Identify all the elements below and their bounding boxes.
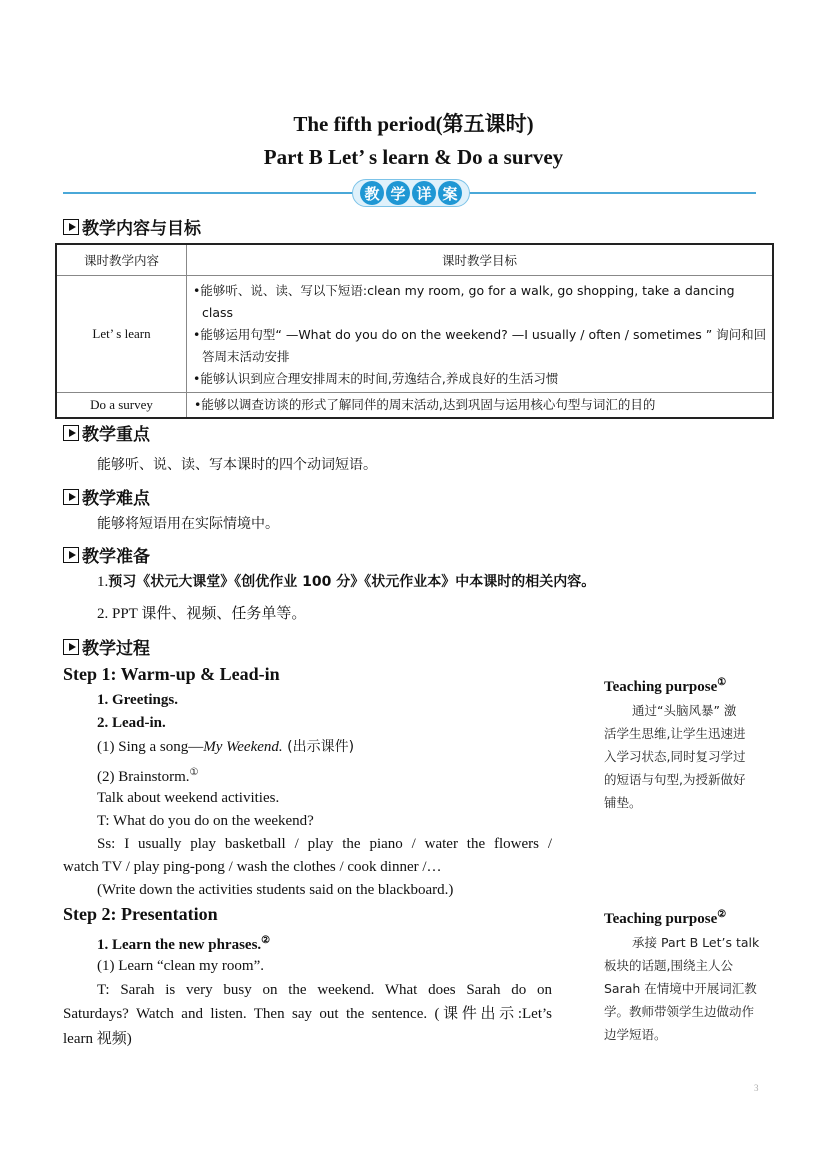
- banner-char: 详: [412, 181, 436, 205]
- goals-table: [55, 243, 774, 419]
- table-row: [56, 393, 773, 419]
- play-triangle-icon: [63, 639, 79, 655]
- preparation-item-2: 2. PPT 课件、视频、任务单等。: [97, 606, 307, 622]
- table-row: [56, 276, 773, 393]
- table-cell-goals: [187, 393, 774, 419]
- section-heading-preparation: [63, 542, 150, 567]
- students-answer-text: Ss: I usually play basketball / play the piano / water the flowers /: [97, 836, 552, 852]
- footnote-mark: ①: [717, 677, 727, 688]
- goal-line: 答周末活动安排: [202, 349, 290, 364]
- banner-char: 学: [386, 181, 410, 205]
- step-1-greetings: 1. Greetings.: [97, 692, 178, 708]
- step-1-brainstorm: [97, 763, 198, 787]
- purpose-line: 边学短语。: [604, 1027, 667, 1042]
- section-heading-content-goals: [63, 214, 201, 239]
- section-heading-text: 教学难点: [82, 489, 150, 509]
- goal-line: class: [202, 305, 234, 320]
- step-1-sing: [97, 737, 354, 757]
- table-cell-goals: [187, 276, 774, 393]
- goal-line: •能够运用句型“ —What do you do on the weekend? —I usually / often / sometimes ” 询问和回: [193, 327, 767, 342]
- section-heading-key-points: [63, 420, 150, 445]
- purpose-line: 承接 Part B Let’s talk: [632, 935, 760, 950]
- purpose-line: 的短语与句型,为授新做好: [604, 772, 746, 787]
- learn-text: 1. Learn the new phrases.: [97, 937, 262, 953]
- teaching-purpose-2-title: [604, 909, 726, 928]
- step-1-teacher-question: T: What do you do on the weekend?: [97, 813, 314, 829]
- song-title: My Weekend.: [203, 739, 283, 755]
- table-cell-content: Let’ s learn: [56, 276, 187, 393]
- step-1-talk: Talk about weekend activities.: [97, 790, 280, 806]
- sing-prefix: (1) Sing a song—: [97, 739, 204, 755]
- play-triangle-icon: [63, 547, 79, 563]
- step-1-write-down: (Write down the activities students said on the blackboard.): [97, 882, 454, 898]
- section-heading-difficulties: [63, 484, 150, 509]
- step-2-learn-clean: (1) Learn “clean my room”.: [97, 958, 264, 974]
- section-heading-process: [63, 634, 150, 659]
- teaching-purpose-2-body: [604, 931, 782, 1046]
- purpose-line: 学。教师带领学生边做动作: [604, 1004, 755, 1019]
- purpose-line: 铺垫。: [604, 795, 642, 810]
- step-1-title: Step 1: Warm-up & Lead-in: [63, 664, 280, 684]
- footnote-mark: ②: [261, 935, 271, 946]
- purpose-line: 活学生思维,让学生迅速进: [604, 726, 746, 741]
- purpose-line: Sarah 在情境中开展词汇教: [604, 981, 757, 996]
- purpose-line: 板块的话题,围绕主人公: [604, 958, 733, 973]
- section-heading-text: 教学过程: [82, 639, 150, 659]
- preparation-item-number: 1.: [97, 574, 109, 590]
- step-1-students-line-2: watch TV / play ping-pong / wash the clothes / cook dinner /…: [63, 859, 442, 875]
- play-triangle-icon: [63, 489, 79, 505]
- teacher-text: Saturdays? Watch and listen. Then say out the sentence. (课件出示:Let’s: [63, 1006, 552, 1022]
- play-triangle-icon: [63, 425, 79, 441]
- goal-line: •能够听、说、读、写以下短语:clean my room, go for a walk, go shopping, take a dancing: [193, 283, 735, 298]
- teaching-purpose-1-body: [604, 699, 782, 814]
- step-2-teacher-line-1: [97, 980, 552, 1000]
- table-header-row: [56, 244, 773, 276]
- preparation-item-1: [97, 572, 595, 592]
- preparation-item-text: 预习《状元大课堂》《创优作业 100 分》《状元作业本》中本课时的相关内容。: [108, 574, 596, 590]
- table-header-cell: 课时教学目标: [187, 244, 774, 276]
- page-subtitle: Part B Let’ s learn & Do a survey: [263, 145, 564, 169]
- play-triangle-icon: [63, 219, 79, 235]
- purpose-title-text: Teaching purpose: [604, 911, 718, 927]
- step-1-leadin: 2. Lead-in.: [97, 715, 166, 731]
- section-heading-text: 教学重点: [82, 425, 150, 445]
- table-cell-content: Do a survey: [56, 393, 187, 419]
- teacher-text: T: Sarah is very busy on the weekend. What does Sarah do on: [97, 982, 552, 998]
- key-points-text: 能够听、说、读、写本课时的四个动词短语。: [97, 457, 377, 473]
- teaching-purpose-1-title: [604, 677, 726, 696]
- table-header-cell: 课时教学内容: [56, 244, 187, 276]
- purpose-title-text: Teaching purpose: [604, 679, 718, 695]
- step-2-title: Step 2: Presentation: [63, 904, 218, 924]
- purpose-line: 通过“头脑风暴” 激: [632, 703, 737, 718]
- banner-char: 案: [438, 181, 462, 205]
- section-heading-text: 教学内容与目标: [82, 219, 201, 239]
- lesson-plan-banner: [352, 179, 470, 207]
- banner-char: 教: [360, 181, 384, 205]
- goal-line: •能够以调查访谈的形式了解同伴的周末活动,达到巩固与运用核心句型与词汇的目的: [194, 397, 656, 412]
- footnote-mark: ②: [717, 909, 727, 920]
- purpose-line: 入学习状态,同时复习学过: [604, 749, 746, 764]
- step-2-learn: [97, 931, 270, 955]
- step-2-teacher-line-3: learn 视频): [63, 1031, 132, 1047]
- step-1-students-line-1: [97, 834, 552, 854]
- difficulties-text: 能够将短语用在实际情境中。: [97, 516, 279, 532]
- sing-suffix: (出示课件): [282, 739, 355, 755]
- goal-line: •能够认识到应合理安排周末的时间,劳逸结合,养成良好的生活习惯: [193, 371, 559, 386]
- section-heading-text: 教学准备: [82, 547, 150, 567]
- step-2-teacher-line-2: [63, 1004, 552, 1024]
- page-title: The fifth period(第五课时): [293, 112, 534, 136]
- brainstorm-text: (2) Brainstorm.: [97, 769, 190, 785]
- page-number: 3: [754, 1083, 759, 1093]
- footnote-mark: ①: [189, 767, 199, 778]
